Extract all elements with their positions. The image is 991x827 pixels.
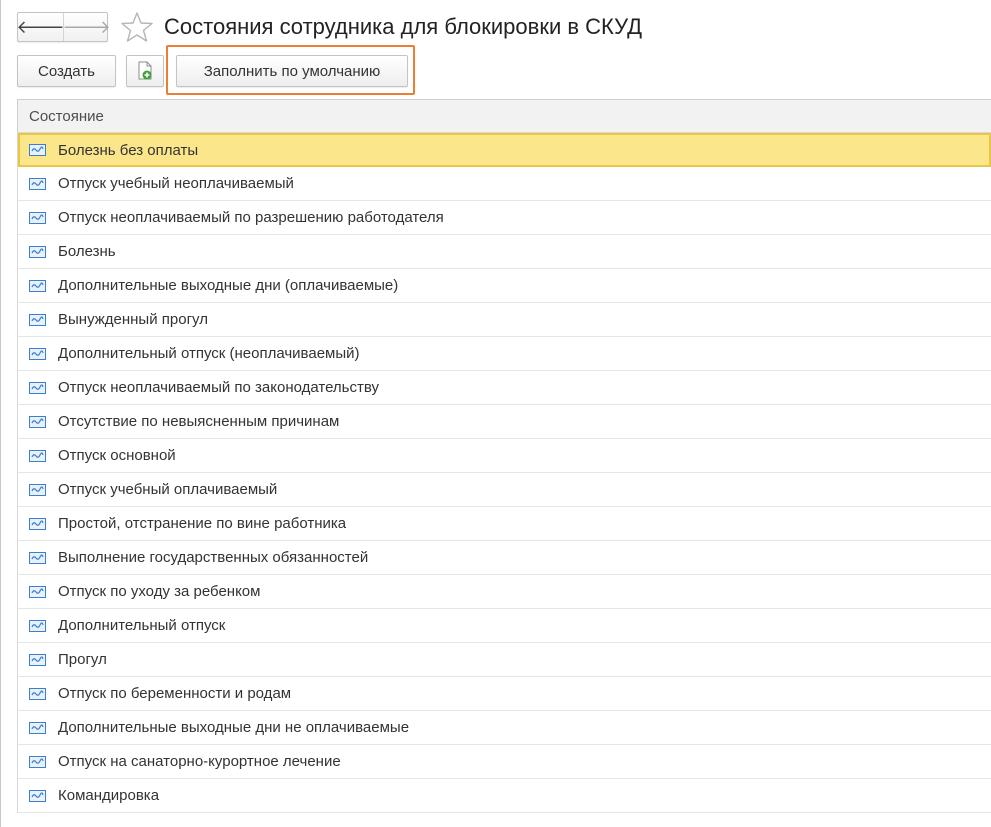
catalog-item-icon	[29, 722, 46, 734]
table-row[interactable]	[18, 711, 991, 745]
catalog-item-icon	[29, 348, 46, 360]
table-row[interactable]	[18, 609, 991, 643]
row-label: Отпуск на санаторно-курортное лечение	[58, 753, 341, 770]
catalog-item-icon	[29, 688, 46, 700]
table-row[interactable]	[18, 269, 991, 303]
row-label: Болезнь	[58, 243, 116, 260]
column-header-state[interactable]: Состояние	[17, 99, 991, 133]
navigation-buttons	[16, 12, 111, 42]
row-label: Отпуск по беременности и родам	[58, 685, 292, 702]
table-row[interactable]	[18, 303, 991, 337]
catalog-item-icon	[29, 314, 46, 326]
add-from-template-button[interactable]	[126, 55, 164, 87]
row-label: Командировка	[58, 787, 160, 804]
row-label: Дополнительный отпуск (неоплачиваемый)	[58, 345, 360, 362]
row-label: Выполнение государственных обязанностей	[58, 549, 369, 566]
table-row[interactable]	[18, 167, 991, 201]
catalog-item-icon	[29, 518, 46, 530]
fill-default-button[interactable]: Заполнить по умолчанию	[176, 55, 408, 87]
table-row[interactable]	[18, 575, 991, 609]
back-arrow-icon[interactable]: 🡐	[18, 13, 64, 41]
catalog-item-icon	[29, 756, 46, 768]
table-body	[17, 133, 991, 813]
row-label: Отпуск по уходу за ребенком	[58, 583, 261, 600]
row-label: Дополнительный отпуск	[58, 617, 226, 634]
row-label: Отпуск основной	[58, 447, 176, 464]
add-document-icon	[136, 61, 154, 81]
table-row[interactable]	[18, 337, 991, 371]
page-title: Состояния сотрудника для блокировки в СКУД	[164, 14, 642, 39]
forward-arrow-icon[interactable]: 🡒	[62, 17, 111, 37]
window-left-border	[0, 0, 1, 827]
table-row[interactable]	[18, 235, 991, 269]
row-label: Болезнь без оплаты	[58, 141, 199, 159]
favorite-star-icon[interactable]	[120, 10, 154, 44]
table-row[interactable]	[18, 405, 991, 439]
catalog-item-icon	[29, 790, 46, 802]
states-table	[17, 99, 991, 813]
catalog-item-icon	[29, 144, 46, 156]
table-row[interactable]	[18, 439, 991, 473]
catalog-item-icon	[29, 382, 46, 394]
catalog-item-icon	[29, 212, 46, 224]
row-label: Дополнительные выходные дни (оплачиваемые)	[58, 277, 399, 294]
table-row[interactable]	[18, 133, 991, 167]
row-label: Дополнительные выходные дни не оплачиваемые	[58, 719, 410, 736]
row-label: Простой, отстранение по вине работника	[58, 515, 347, 532]
catalog-item-icon	[29, 654, 46, 666]
row-label: Вынужденный прогул	[58, 311, 208, 328]
catalog-item-icon	[29, 586, 46, 598]
row-label: Отпуск учебный оплачиваемый	[58, 481, 278, 498]
catalog-item-icon	[29, 178, 46, 190]
row-label: Отсутствие по невыясненным причинам	[58, 413, 340, 430]
catalog-item-icon	[29, 280, 46, 292]
table-row[interactable]	[18, 507, 991, 541]
table-row[interactable]	[18, 371, 991, 405]
table-row[interactable]	[18, 541, 991, 575]
table-row[interactable]	[18, 779, 991, 813]
catalog-item-icon	[29, 246, 46, 258]
catalog-item-icon	[29, 552, 46, 564]
row-label: Отпуск учебный неоплачиваемый	[58, 175, 294, 192]
row-label: Отпуск неоплачиваемый по законодательству	[58, 379, 380, 396]
catalog-item-icon	[29, 620, 46, 632]
row-label: Прогул	[58, 651, 107, 668]
table-row[interactable]	[18, 643, 991, 677]
catalog-item-icon	[29, 416, 46, 428]
catalog-item-icon	[29, 484, 46, 496]
table-row[interactable]	[18, 473, 991, 507]
create-button[interactable]: Создать	[17, 55, 116, 87]
catalog-item-icon	[29, 450, 46, 462]
table-row[interactable]	[18, 677, 991, 711]
table-row[interactable]	[18, 745, 991, 779]
table-row[interactable]	[18, 201, 991, 235]
row-label: Отпуск неоплачиваемый по разрешению работодателя	[58, 209, 444, 226]
